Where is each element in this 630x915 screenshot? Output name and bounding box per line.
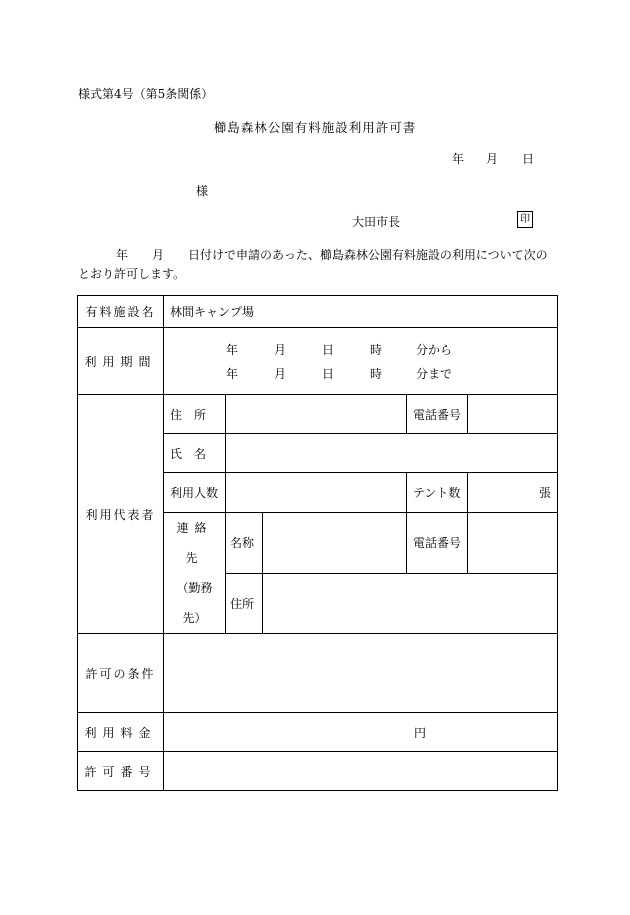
period-from-hour: 時 bbox=[370, 342, 383, 357]
facility-label: 有料施設名 bbox=[78, 296, 164, 328]
document-title: 櫛島森林公園有料施設利用許可書 bbox=[213, 120, 417, 135]
phone-field[interactable] bbox=[468, 395, 558, 434]
users-field[interactable] bbox=[226, 473, 407, 513]
period-until-month: 月 bbox=[274, 366, 287, 381]
contact-phone-field[interactable] bbox=[468, 513, 558, 574]
statement-year: 年 bbox=[116, 248, 129, 262]
period-from-minute: 分から bbox=[416, 342, 453, 357]
permit-table bbox=[77, 295, 558, 791]
date-month: 月 bbox=[486, 152, 499, 166]
representative-label: 利用代表者 bbox=[78, 395, 164, 634]
contact-label: 連絡先 bbox=[176, 521, 213, 565]
period-until-year: 年 bbox=[226, 366, 239, 381]
period-until-day: 日 bbox=[322, 366, 335, 381]
period-until-row bbox=[164, 361, 557, 385]
statement-month: 月 bbox=[152, 248, 165, 262]
period-from-month: 月 bbox=[274, 342, 287, 357]
form-number: 様式第4号（第5条関係） bbox=[78, 87, 214, 101]
permit-number-field[interactable] bbox=[164, 752, 558, 791]
contact-sub-label: （勤務先） bbox=[176, 581, 213, 625]
users-label: 利用人数 bbox=[164, 473, 226, 513]
contact-address-field[interactable] bbox=[263, 573, 558, 634]
period-from-day: 日 bbox=[322, 342, 335, 357]
date-day: 日 bbox=[522, 152, 535, 166]
seal-box: 印 bbox=[517, 211, 533, 228]
period-from-row bbox=[164, 337, 557, 361]
fee-label: 利用料金 bbox=[78, 713, 164, 752]
contact-name-field[interactable] bbox=[263, 513, 407, 574]
period-label: 利用期間 bbox=[78, 328, 164, 395]
period-until-hour: 時 bbox=[370, 366, 383, 381]
statement-text: 日付けで申請のあった、櫛島森林公園有料施設の利用について次のとおり許可します。 bbox=[78, 248, 548, 281]
fee-field[interactable] bbox=[164, 713, 558, 752]
permission-statement bbox=[78, 246, 558, 284]
contact-label-cell bbox=[164, 513, 226, 634]
phone-label: 電話番号 bbox=[407, 395, 468, 434]
permit-number-label: 許可番号 bbox=[78, 752, 164, 791]
name-field[interactable] bbox=[226, 434, 558, 473]
period-field[interactable] bbox=[164, 328, 558, 395]
tents-unit: 張 bbox=[468, 473, 558, 513]
contact-phone-label: 電話番号 bbox=[407, 513, 468, 574]
fee-unit: 円 bbox=[414, 725, 427, 740]
conditions-label: 許可の条件 bbox=[78, 634, 164, 713]
period-until-minute: 分まで bbox=[416, 366, 453, 381]
period-from-year: 年 bbox=[226, 342, 239, 357]
conditions-field[interactable] bbox=[164, 634, 558, 713]
tents-label: テント数 bbox=[407, 473, 468, 513]
addressee-suffix: 様 bbox=[196, 184, 209, 198]
address-field[interactable] bbox=[226, 395, 407, 434]
contact-name-label: 名称 bbox=[226, 513, 263, 574]
issuer-name: 大田市長 bbox=[352, 215, 401, 229]
contact-address-label: 住所 bbox=[226, 573, 263, 634]
facility-value: 林間キャンプ場 bbox=[164, 296, 558, 328]
address-label: 住 所 bbox=[164, 395, 226, 434]
name-label: 氏 名 bbox=[164, 434, 226, 473]
date-year: 年 bbox=[452, 152, 465, 166]
